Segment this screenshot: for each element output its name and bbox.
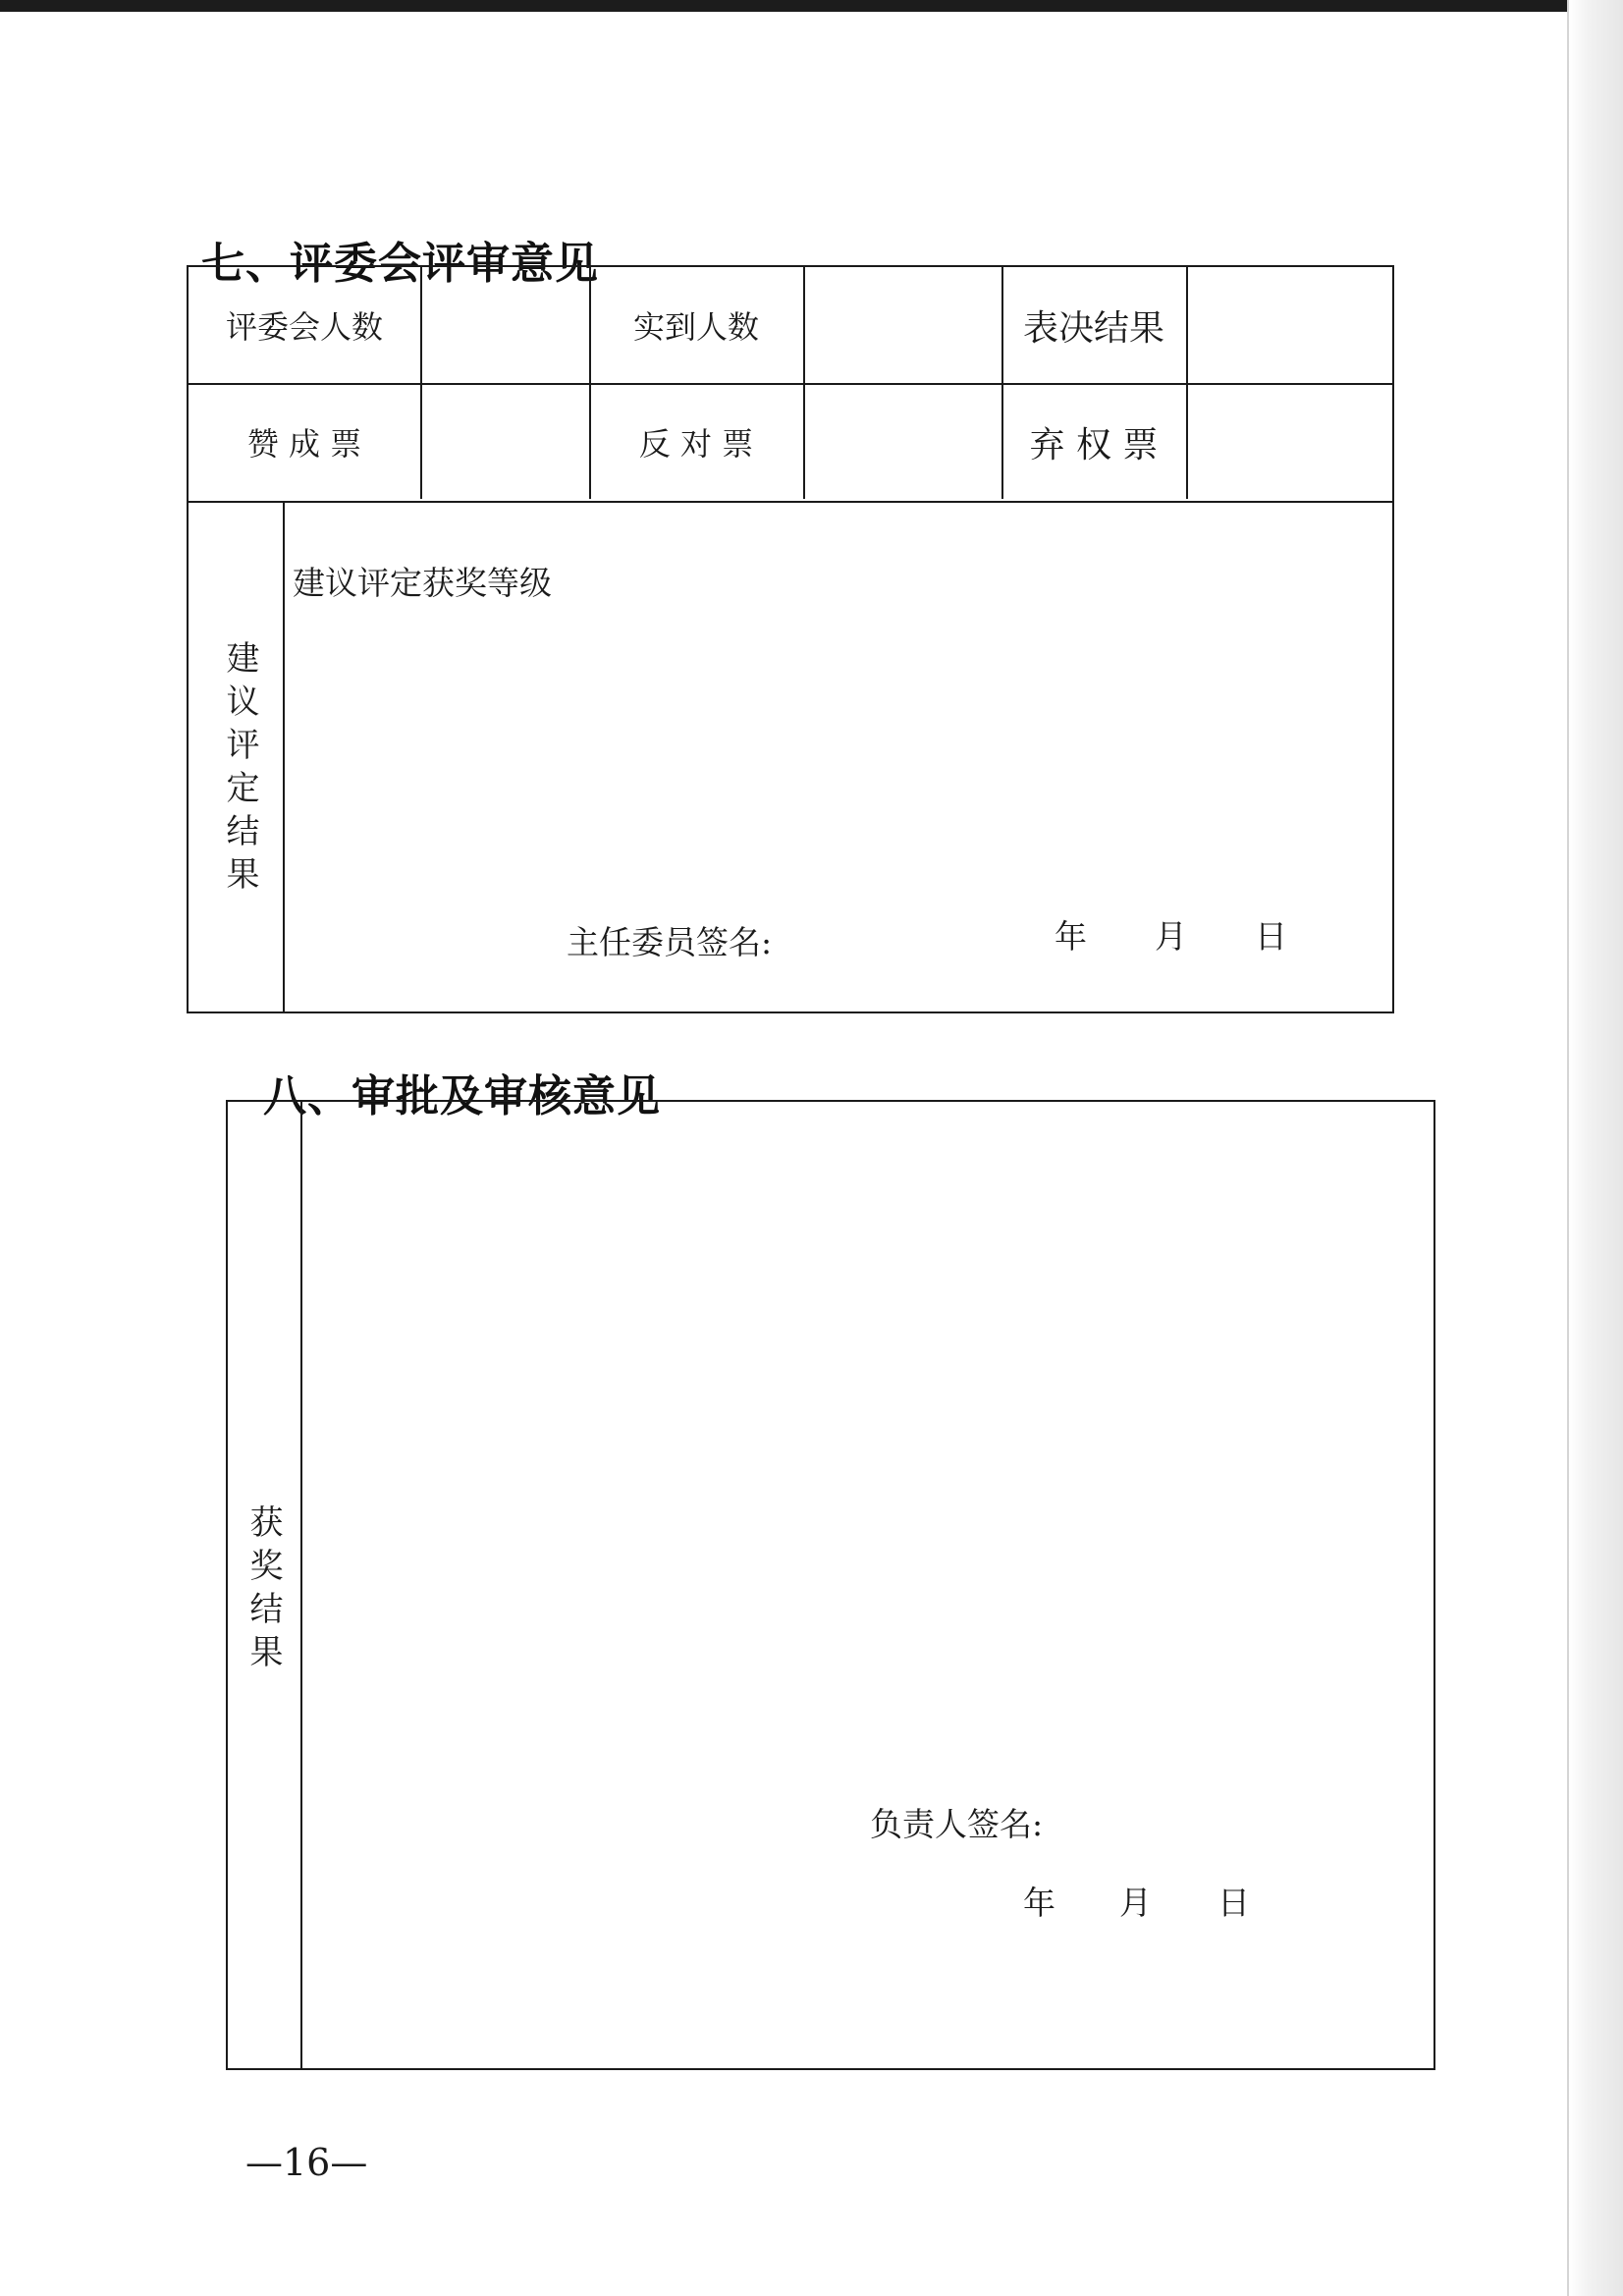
approval-table [226, 1100, 1435, 2070]
vote-result-value[interactable] [1186, 267, 1392, 383]
attendees-label: 实到人数 [632, 308, 759, 346]
date-day: 日 [1255, 917, 1287, 956]
members-value[interactable] [420, 267, 589, 383]
abstain-votes-value[interactable] [1186, 383, 1392, 501]
chair-signature-label: 主任委员签名: [567, 923, 773, 961]
date-month: 月 [1155, 917, 1187, 956]
members-label: 评委会人数 [225, 308, 383, 346]
award-result-side-label: 获奖结果 [243, 1504, 283, 1677]
section8-title: 八、审批及审核意见 [263, 1071, 661, 1121]
date-year: 年 [1023, 1884, 1055, 1922]
attendees-value[interactable] [803, 267, 1001, 383]
no-votes-label: 反 对 票 [638, 425, 754, 463]
abstain-votes-label: 弃 权 票 [1029, 424, 1159, 465]
section7-title: 七、评委会评审意见 [201, 239, 599, 289]
yes-votes-label: 赞 成 票 [246, 425, 362, 463]
approval-area[interactable] [302, 1102, 1434, 2068]
recommend-level-label: 建议评定获奖等级 [293, 564, 552, 602]
date-month: 月 [1119, 1884, 1152, 1922]
vote-result-label: 表决结果 [1022, 307, 1164, 349]
no-votes-value[interactable] [803, 383, 1001, 501]
recommendation-side-label: 建议评定结果 [220, 640, 259, 900]
review-table [187, 265, 1394, 1013]
scan-border-right [1567, 0, 1623, 2296]
date-year: 年 [1055, 917, 1087, 956]
responsible-signature-label: 负责人签名: [870, 1805, 1044, 1843]
page-number: —16— [245, 2141, 368, 2184]
scan-border-top [0, 0, 1571, 12]
date-day: 日 [1217, 1884, 1250, 1922]
yes-votes-value[interactable] [420, 383, 589, 501]
